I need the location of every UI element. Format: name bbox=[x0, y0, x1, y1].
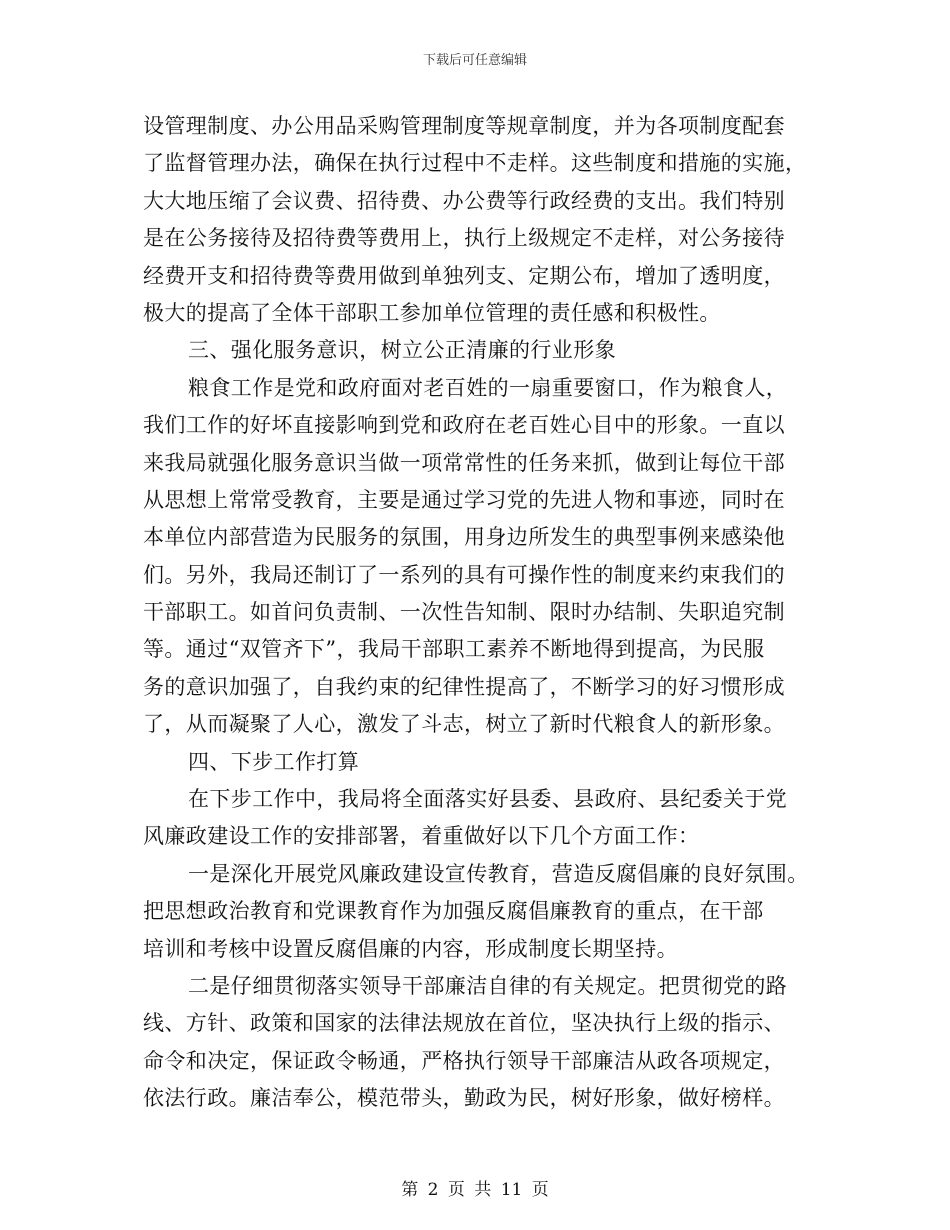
body-line: 培训和考核中设置反腐倡廉的内容，形成制度长期坚持。 bbox=[143, 936, 678, 961]
body-line: 在下步工作中，我局将全面落实好县委、县政府、县纪委关于党 bbox=[188, 787, 788, 812]
body-line: 线、方针、政策和国家的法律法规放在首位，坚决执行上级的指示、 bbox=[143, 1011, 785, 1036]
body-line: 了，从而凝聚了人心，激发了斗志，树立了新时代粮食人的新形象。 bbox=[143, 712, 785, 737]
body-line: 是在公务接待及招待费等费用上，执行上级规定不走样，对公务接待 bbox=[143, 226, 785, 251]
body-line: 极大的提高了全体干部职工参加单位管理的责任感和积极性。 bbox=[143, 300, 721, 325]
body-line: 我们工作的好坏直接影响到党和政府在老百姓心目中的形象。一直以 bbox=[143, 413, 785, 438]
body-line: 本单位内部营造为民服务的氛围，用身边所发生的典型事例来感染他 bbox=[143, 525, 785, 550]
body-line: 们。另外，我局还制订了一系列的具有可操作性的制度来约束我们的 bbox=[143, 562, 785, 587]
body-line: 粮食工作是党和政府面对老百姓的一扇重要窗口，作为粮食人， bbox=[188, 375, 788, 400]
body-line: 二是仔细贯彻落实领导干部廉洁自律的有关规定。把贯彻党的路 bbox=[188, 973, 788, 998]
body-line: 来我局就强化服务意识当做一项常常性的任务来抓，做到让每位干部 bbox=[143, 450, 785, 475]
body-line: 务的意识加强了，自我约束的纪律性提高了，不断学习的好习惯形成 bbox=[143, 674, 785, 699]
body-line: 干部职工。如首问负责制、一次性告知制、限时办结制、失职追究制 bbox=[143, 600, 785, 625]
body-line: 设管理制度、办公用品采购管理制度等规章制度，并为各项制度配套 bbox=[143, 114, 785, 138]
body-line: 了监督管理办法，确保在执行过程中不走样。这些制度和措施的实施， bbox=[143, 151, 807, 176]
body-line: 一是深化开展党风廉政建设宣传教育，营造反腐倡廉的良好氛围。 bbox=[188, 861, 809, 886]
body-line: 等。通过“双管齐下”，我局干部职工素养不断地得到提高，为民服 bbox=[143, 637, 765, 662]
body-line: 风廉政建设工作的安排部署，着重做好以下几个方面工作： bbox=[143, 824, 700, 849]
section-heading: 四、下步工作打算 bbox=[188, 749, 360, 774]
body-line: 把思想政治教育和党课教育作为加强反腐倡廉教育的重点，在干部 bbox=[143, 899, 764, 924]
page-header: 下载后可任意编辑 bbox=[422, 53, 527, 68]
page-number: 第 2 页 共 11 页 bbox=[401, 1180, 549, 1200]
body-line: 大大地压缩了会议费、招待费、办公费等行政经费的支出。我们特别 bbox=[143, 188, 785, 213]
body-line: 依法行政。廉洁奉公，模范带头，勤政为民，树好形象，做好榜样。 bbox=[143, 1086, 785, 1111]
body-line: 经费开支和招待费等费用做到单独列支、定期公布，增加了透明度， bbox=[143, 263, 785, 288]
body-line: 从思想上常常受教育，主要是通过学习党的先进人物和事迹，同时在 bbox=[143, 487, 785, 512]
section-heading: 三、强化服务意识，树立公正清廉的行业形象 bbox=[188, 338, 616, 363]
document-body bbox=[143, 108, 823, 1118]
body-line: 命令和决定，保证政令畅通，严格执行领导干部廉洁从政各项规定， bbox=[143, 1048, 785, 1073]
